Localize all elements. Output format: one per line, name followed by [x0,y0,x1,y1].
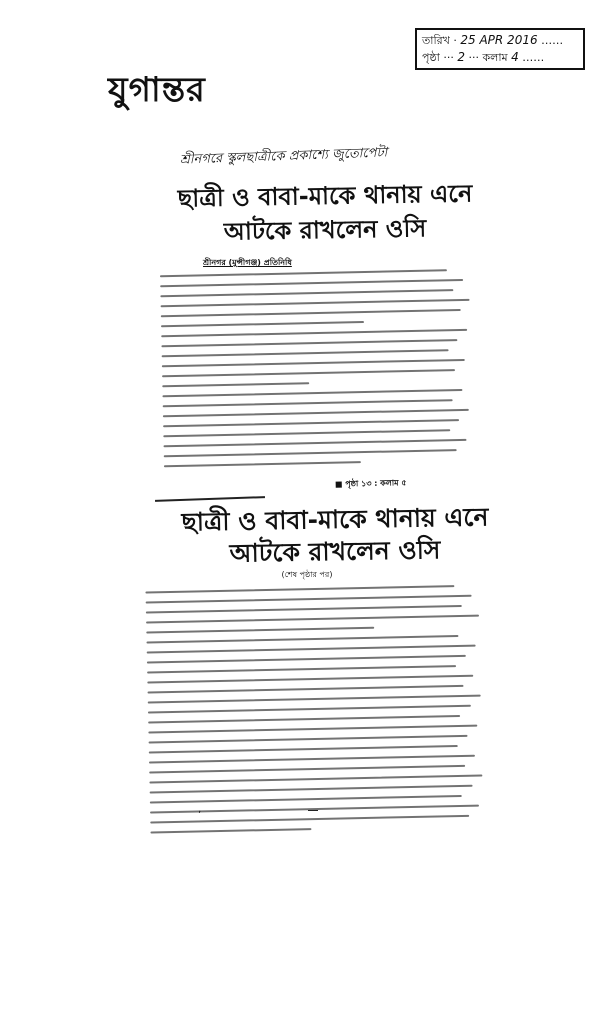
page-value: 2 [457,50,465,64]
text-line [149,735,468,744]
text-line [161,329,467,337]
continuation-headline-1: ছাত্রী ও বাবা-মাকে থানায় এনে [181,502,489,537]
text-line [146,605,462,614]
date-value: 25 APR 2016 [460,33,538,47]
text-line [162,389,461,397]
stray-mark: ʼ [198,810,202,821]
continuation-headline-2: আটকে রাখলেন ওসি [229,535,441,568]
page-label: পৃষ্ঠা [422,51,440,64]
newspaper-masthead: যুগান্তর [108,70,206,110]
text-line [148,715,460,724]
text-line [160,289,453,297]
text-line [148,705,471,714]
text-line [162,369,455,377]
text-line [148,725,477,734]
text-line [149,745,458,753]
article-body-text [160,269,476,475]
text-line [147,675,473,684]
text-line [146,635,458,644]
text-line [147,665,456,673]
text-line [146,595,472,604]
text-line [163,419,459,427]
continuation-body-text [145,585,486,842]
text-line [148,685,464,694]
article-byline: শ্রীনগর (মুন্সীগঞ্জ) প্রতিনিধি [203,258,292,267]
text-line [163,409,469,417]
text-line [160,269,447,277]
text-line [147,645,476,654]
continuation-reference: ■ পৃষ্ঠা ১৩ : কলাম ৫ [334,478,407,489]
text-line [160,279,463,287]
article-headline-2: আটকে রাখলেন ওসি [223,214,427,246]
text-line [161,321,364,327]
text-line [161,309,460,317]
text-line [150,828,311,833]
stray-mark [308,810,318,811]
date-label: তারিখ [422,34,450,47]
text-line [148,695,481,704]
article-headline-1: ছাত্রী ও বাবা-মাকে থানায় এনে [177,179,473,213]
text-line [147,655,466,664]
column-label: কলাম [482,51,508,64]
column-value: 4 [511,50,519,64]
divider [155,496,265,502]
text-line [163,399,453,407]
continuation-note: (শেষ পৃষ্ঠার পর) [281,570,333,579]
text-line [149,755,475,764]
text-line [162,349,449,357]
text-line [146,627,374,634]
text-line [146,615,479,624]
text-line [164,449,457,457]
text-line [150,795,462,804]
text-line [150,785,473,794]
text-line [164,461,361,467]
text-line [163,429,450,437]
text-line [145,585,454,593]
text-line [149,765,465,774]
text-line [162,382,309,387]
text-line [162,359,465,367]
clipping-stamp: তারিখ · 25 APR 2016 …… পৃষ্ঠা ··· 2 ··· কলাম 4 …… [415,28,585,70]
text-line [164,439,467,447]
text-line [161,299,470,307]
text-line [161,339,457,347]
text-line [149,775,482,784]
article-kicker: শ্রীনগরে স্কুলছাত্রীকে প্রকাশ্যে জুতোপেটা [179,145,388,168]
